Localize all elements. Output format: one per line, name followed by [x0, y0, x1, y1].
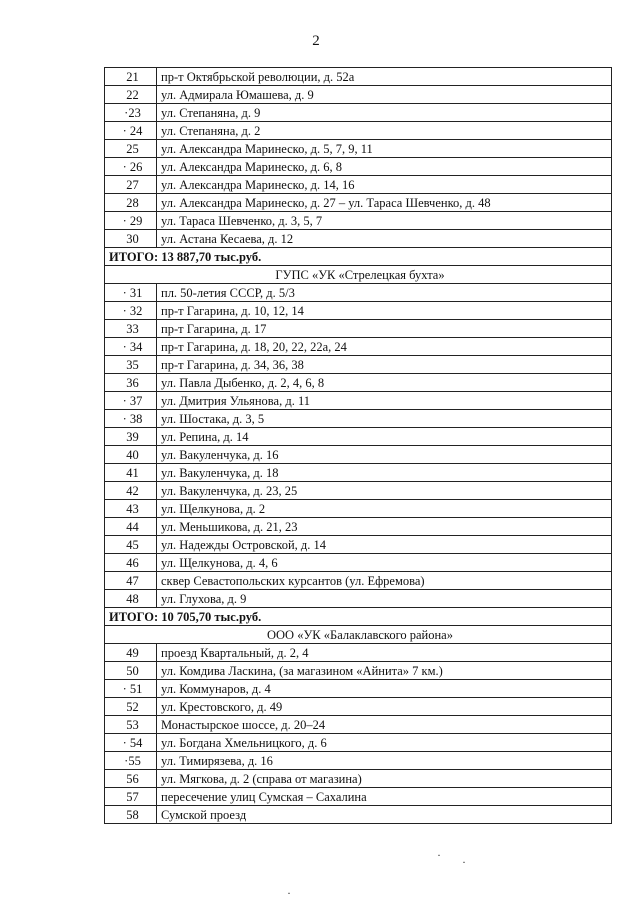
- row-address: Монастырское шоссе, д. 20–24: [157, 716, 612, 734]
- row-address: ул. Астана Кесаева, д. 12: [157, 230, 612, 248]
- table-row: [105, 104, 612, 122]
- table-row: [105, 698, 612, 716]
- total-amount: ИТОГО: 10 705,70 тыс.руб.: [105, 608, 612, 626]
- row-address: ул. Мягкова, д. 2 (справа от магазина): [157, 770, 612, 788]
- page-number: 2: [312, 33, 320, 49]
- row-number: · 26: [105, 158, 157, 176]
- row-address: ул. Адмирала Юмашева, д. 9: [157, 86, 612, 104]
- row-address: пр-т Гагарина, д. 10, 12, 14: [157, 302, 612, 320]
- table-row: [105, 374, 612, 392]
- table-row: [105, 644, 612, 662]
- row-address: ул. Надежды Островской, д. 14: [157, 536, 612, 554]
- table-row: [105, 68, 612, 86]
- row-address: ул. Павла Дыбенко, д. 2, 4, 6, 8: [157, 374, 612, 392]
- row-address: ул. Вакуленчука, д. 16: [157, 446, 612, 464]
- row-address: ул. Дмитрия Ульянова, д. 11: [157, 392, 612, 410]
- table-row: [105, 392, 612, 410]
- row-number: · 31: [105, 284, 157, 302]
- row-number: 46: [105, 554, 157, 572]
- total-amount: ИТОГО: 13 887,70 тыс.руб.: [105, 248, 612, 266]
- row-address: пр-т Гагарина, д. 17: [157, 320, 612, 338]
- row-number: 56: [105, 770, 157, 788]
- row-address: ул. Степаняна, д. 2: [157, 122, 612, 140]
- table-row: [105, 518, 612, 536]
- row-address: ул. Вакуленчука, д. 18: [157, 464, 612, 482]
- row-number: · 34: [105, 338, 157, 356]
- row-number: · 37: [105, 392, 157, 410]
- row-number: · 32: [105, 302, 157, 320]
- table-row: [105, 212, 612, 230]
- row-address: ул. Тимирязева, д. 16: [157, 752, 612, 770]
- table-row: [105, 500, 612, 518]
- row-address: ул. Александра Маринеско, д. 14, 16: [157, 176, 612, 194]
- org-header-row: [105, 266, 612, 284]
- row-address: пр-т Гагарина, д. 34, 36, 38: [157, 356, 612, 374]
- row-address: ул. Крестовского, д. 49: [157, 698, 612, 716]
- table-row: [105, 122, 612, 140]
- table-row: [105, 680, 612, 698]
- row-number: · 29: [105, 212, 157, 230]
- table-row: [105, 320, 612, 338]
- row-address: пр-т Октябрьской революции, д. 52а: [157, 68, 612, 86]
- table-row: [105, 572, 612, 590]
- total-row: [105, 608, 612, 626]
- row-number: 49: [105, 644, 157, 662]
- row-address: ул. Комдива Ласкина, (за магазином «Айнита» 7 км.): [157, 662, 612, 680]
- row-number: 47: [105, 572, 157, 590]
- table-row: [105, 194, 612, 212]
- table-row: [105, 230, 612, 248]
- table-row: [105, 716, 612, 734]
- row-address: ул. Репина, д. 14: [157, 428, 612, 446]
- table-row: [105, 302, 612, 320]
- table-row: [105, 734, 612, 752]
- table-row: [105, 338, 612, 356]
- table-row: [105, 140, 612, 158]
- table-row: [105, 86, 612, 104]
- table-row: [105, 752, 612, 770]
- table-row: [105, 464, 612, 482]
- row-address: ул. Меньшикова, д. 21, 23: [157, 518, 612, 536]
- row-number: 40: [105, 446, 157, 464]
- table-row: [105, 176, 612, 194]
- org-name: ООО «УК «Балаклавского района»: [105, 626, 612, 644]
- row-address: ул. Вакуленчука, д. 23, 25: [157, 482, 612, 500]
- row-number: 28: [105, 194, 157, 212]
- scan-speck: ·: [462, 855, 466, 869]
- row-number: 53: [105, 716, 157, 734]
- row-number: 45: [105, 536, 157, 554]
- row-number: · 51: [105, 680, 157, 698]
- row-number: · 38: [105, 410, 157, 428]
- table-row: [105, 428, 612, 446]
- org-name: ГУПС «УК «Стрелецкая бухта»: [105, 266, 612, 284]
- address-table-body: [105, 68, 612, 824]
- scan-speck: ·: [437, 848, 441, 862]
- row-address: ул. Шостака, д. 3, 5: [157, 410, 612, 428]
- row-address: Сумской проезд: [157, 806, 612, 824]
- row-address: ул. Глухова, д. 9: [157, 590, 612, 608]
- row-number: 58: [105, 806, 157, 824]
- org-header-row: [105, 626, 612, 644]
- row-number: ·23: [105, 104, 157, 122]
- row-address: ул. Александра Маринеско, д. 27 – ул. Тараса Шевченко, д. 48: [157, 194, 612, 212]
- table-row: [105, 590, 612, 608]
- table-row: [105, 356, 612, 374]
- row-number: 48: [105, 590, 157, 608]
- row-address: проезд Квартальный, д. 2, 4: [157, 644, 612, 662]
- row-address: сквер Севастопольских курсантов (ул. Ефремова): [157, 572, 612, 590]
- row-address: ул. Коммунаров, д. 4: [157, 680, 612, 698]
- row-number: 44: [105, 518, 157, 536]
- table-row: [105, 770, 612, 788]
- row-address: пр-т Гагарина, д. 18, 20, 22, 22а, 24: [157, 338, 612, 356]
- scan-speck: ·: [287, 886, 291, 900]
- row-address: ул. Александра Маринеско, д. 6, 8: [157, 158, 612, 176]
- table-row: [105, 536, 612, 554]
- row-address: ул. Богдана Хмельницкого, д. 6: [157, 734, 612, 752]
- row-number: 43: [105, 500, 157, 518]
- row-number: 57: [105, 788, 157, 806]
- row-address: ул. Щелкунова, д. 4, 6: [157, 554, 612, 572]
- row-address: ул. Тараса Шевченко, д. 3, 5, 7: [157, 212, 612, 230]
- table-row: [105, 788, 612, 806]
- row-number: ·55: [105, 752, 157, 770]
- row-address: ул. Александра Маринеско, д. 5, 7, 9, 11: [157, 140, 612, 158]
- row-number: 22: [105, 86, 157, 104]
- row-address: пересечение улиц Сумская – Сахалина: [157, 788, 612, 806]
- row-number: 39: [105, 428, 157, 446]
- address-table: [104, 67, 612, 824]
- table-row: [105, 482, 612, 500]
- row-number: 25: [105, 140, 157, 158]
- row-number: 42: [105, 482, 157, 500]
- table-row: [105, 158, 612, 176]
- row-number: · 54: [105, 734, 157, 752]
- table-row: [105, 410, 612, 428]
- row-address: ул. Степаняна, д. 9: [157, 104, 612, 122]
- row-address: пл. 50-летия СССР, д. 5/3: [157, 284, 612, 302]
- row-number: 50: [105, 662, 157, 680]
- row-number: 36: [105, 374, 157, 392]
- row-number: 30: [105, 230, 157, 248]
- row-number: 21: [105, 68, 157, 86]
- table-row: [105, 284, 612, 302]
- row-number: 33: [105, 320, 157, 338]
- table-row: [105, 554, 612, 572]
- table-row: [105, 662, 612, 680]
- row-number: 27: [105, 176, 157, 194]
- row-number: 35: [105, 356, 157, 374]
- row-number: 41: [105, 464, 157, 482]
- table-row: [105, 446, 612, 464]
- total-row: [105, 248, 612, 266]
- row-number: · 24: [105, 122, 157, 140]
- row-address: ул. Щелкунова, д. 2: [157, 500, 612, 518]
- table-row: [105, 806, 612, 824]
- row-number: 52: [105, 698, 157, 716]
